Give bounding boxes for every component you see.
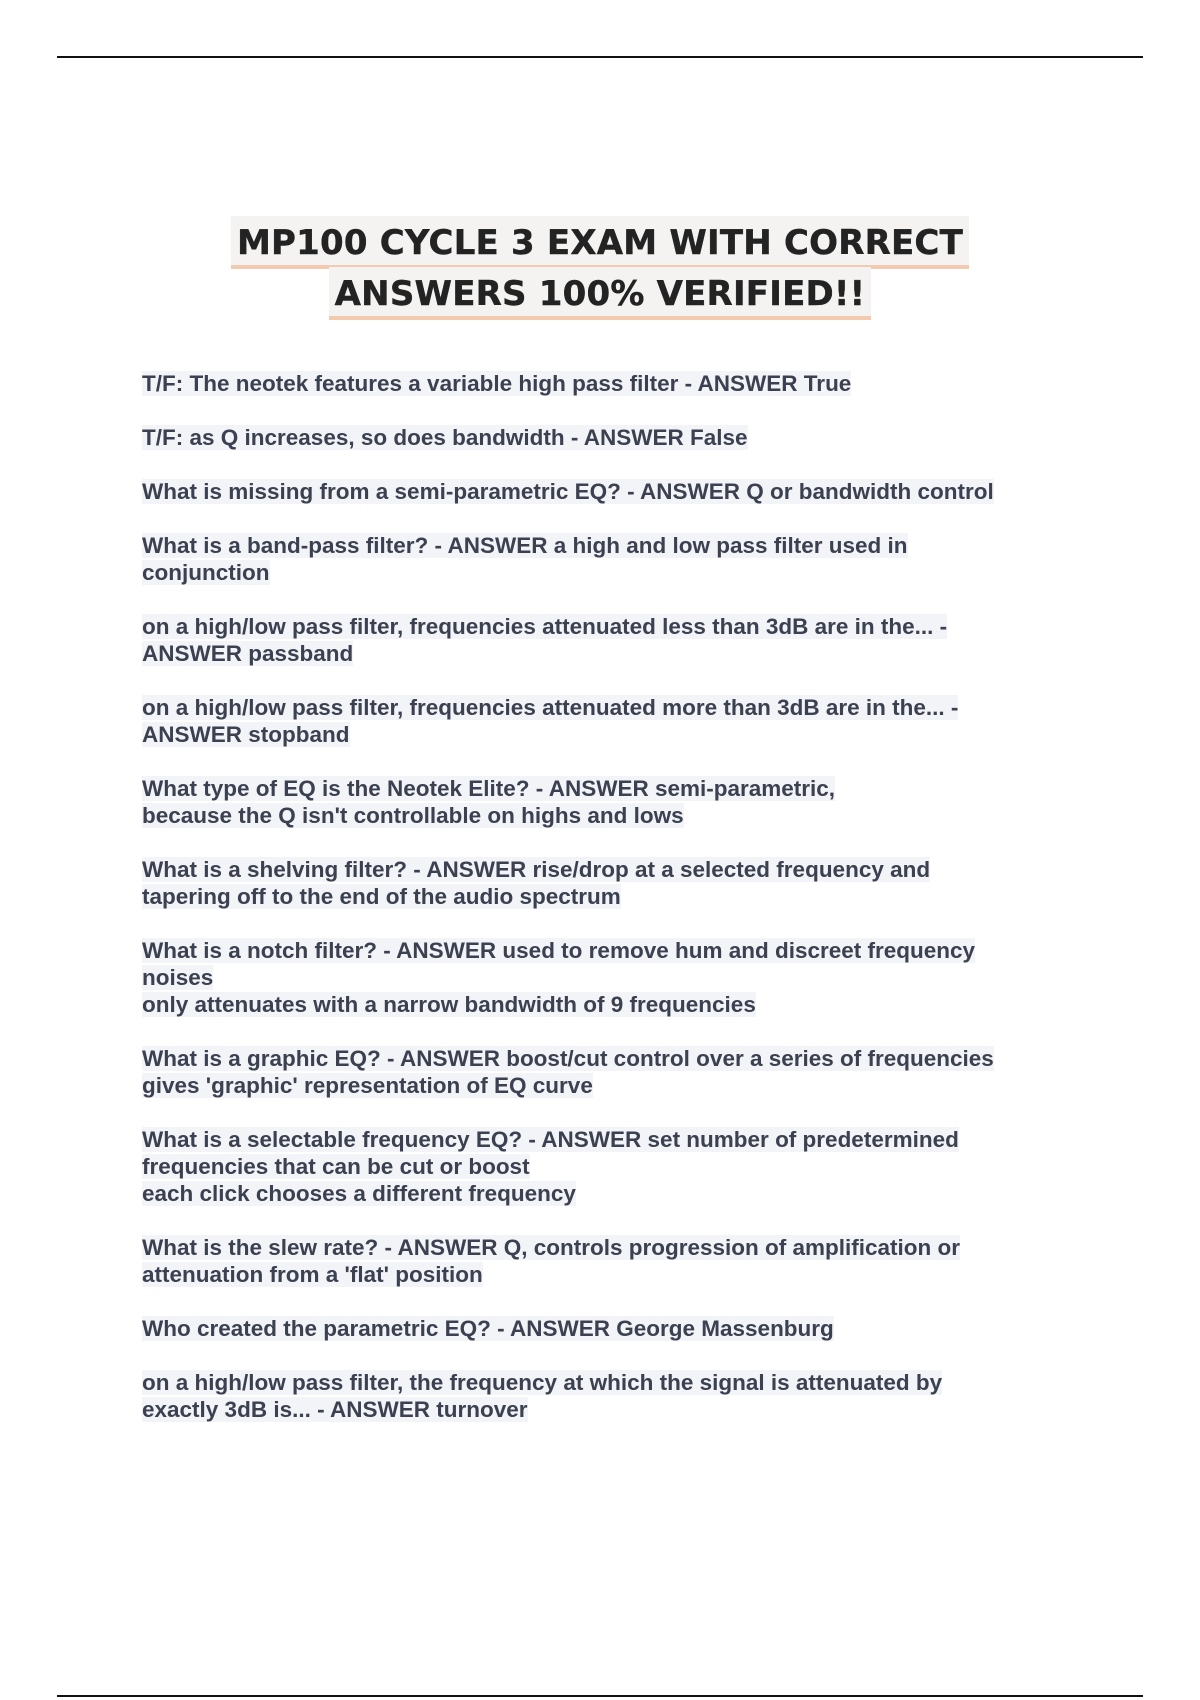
qa-line xyxy=(142,532,1062,559)
qa-item xyxy=(142,370,1062,397)
qa-line-text: noises xyxy=(142,965,214,990)
qa-item xyxy=(142,1315,1062,1342)
qa-line xyxy=(142,640,1062,667)
qa-line-text: What is missing from a semi-parametric EQ? - ANSWER Q or bandwidth control xyxy=(142,479,994,504)
qa-line xyxy=(142,1261,1062,1288)
qa-line xyxy=(142,478,1062,505)
title-line-2: ANSWERS 100% VERIFIED!! xyxy=(329,267,872,320)
qa-line xyxy=(142,775,1062,802)
qa-line xyxy=(142,1153,1062,1180)
qa-line-text: attenuation from a 'flat' position xyxy=(142,1262,483,1287)
qa-line-text: frequencies that can be cut or boost xyxy=(142,1154,530,1179)
qa-line-text: ANSWER stopband xyxy=(142,722,350,747)
qa-line xyxy=(142,721,1062,748)
qa-line xyxy=(142,1396,1062,1423)
qa-item xyxy=(142,1234,1062,1288)
qa-line xyxy=(142,856,1062,883)
qa-line xyxy=(142,937,1062,964)
qa-line-text: on a high/low pass filter, frequencies attenuated more than 3dB are in the... - xyxy=(142,695,959,720)
qa-item xyxy=(142,613,1062,667)
qa-item xyxy=(142,532,1062,586)
qa-line xyxy=(142,1369,1062,1396)
qa-line xyxy=(142,964,1062,991)
qa-line xyxy=(142,370,1062,397)
qa-line-text: on a high/low pass filter, the frequency at which the signal is attenuated by xyxy=(142,1370,943,1395)
qa-line xyxy=(142,1126,1062,1153)
qa-line-text: each click chooses a different frequency xyxy=(142,1181,576,1206)
document-title xyxy=(0,216,1200,318)
qa-line xyxy=(142,1180,1062,1207)
qa-item xyxy=(142,856,1062,910)
qa-line-text: conjunction xyxy=(142,560,270,585)
qa-line-text: What is a graphic EQ? - ANSWER boost/cut control over a series of frequencies xyxy=(142,1046,994,1071)
qa-line-text: What is the slew rate? - ANSWER Q, controls progression of amplification or xyxy=(142,1235,961,1260)
qa-item xyxy=(142,478,1062,505)
footer-rule xyxy=(57,1695,1143,1697)
qa-line-text: ANSWER passband xyxy=(142,641,354,666)
qa-line xyxy=(142,1072,1062,1099)
qa-line-text: gives 'graphic' representation of EQ curve xyxy=(142,1073,593,1098)
qa-line xyxy=(142,424,1062,451)
qa-line-text: because the Q isn't controllable on highs and lows xyxy=(142,803,684,828)
qa-line-text: T/F: The neotek features a variable high pass filter - ANSWER True xyxy=(142,371,852,396)
qa-item xyxy=(142,694,1062,748)
header-rule xyxy=(57,56,1143,58)
qa-line-text: Who created the parametric EQ? - ANSWER George Massenburg xyxy=(142,1316,834,1341)
qa-line xyxy=(142,802,1062,829)
title-line-1: MP100 CYCLE 3 EXAM WITH CORRECT xyxy=(231,216,969,269)
qa-line xyxy=(142,1315,1062,1342)
qa-line-text: What is a shelving filter? - ANSWER rise/drop at a selected frequency and xyxy=(142,857,931,882)
qa-line-text: What is a selectable frequency EQ? - ANSWER set number of predetermined xyxy=(142,1127,959,1152)
qa-item xyxy=(142,1126,1062,1207)
qa-line-text: only attenuates with a narrow bandwidth of 9 frequencies xyxy=(142,992,756,1017)
qa-line xyxy=(142,559,1062,586)
qa-line-text: What type of EQ is the Neotek Elite? - ANSWER semi-parametric, xyxy=(142,776,836,801)
qa-line xyxy=(142,1045,1062,1072)
qa-line-text: T/F: as Q increases, so does bandwidth - ANSWER False xyxy=(142,425,748,450)
qa-line-text: tapering off to the end of the audio spectrum xyxy=(142,884,621,909)
qa-item xyxy=(142,937,1062,1018)
qa-line xyxy=(142,694,1062,721)
qa-line-text: on a high/low pass filter, frequencies attenuated less than 3dB are in the... - xyxy=(142,614,948,639)
qa-line xyxy=(142,613,1062,640)
qa-line-text: What is a notch filter? - ANSWER used to remove hum and discreet frequency xyxy=(142,938,976,963)
qa-list xyxy=(142,370,1062,1450)
qa-item xyxy=(142,775,1062,829)
qa-line-text: exactly 3dB is... - ANSWER turnover xyxy=(142,1397,528,1422)
qa-line xyxy=(142,883,1062,910)
qa-line-text: What is a band-pass filter? - ANSWER a high and low pass filter used in xyxy=(142,533,908,558)
qa-item xyxy=(142,424,1062,451)
qa-item xyxy=(142,1045,1062,1099)
qa-line xyxy=(142,991,1062,1018)
qa-item xyxy=(142,1369,1062,1423)
qa-line xyxy=(142,1234,1062,1261)
